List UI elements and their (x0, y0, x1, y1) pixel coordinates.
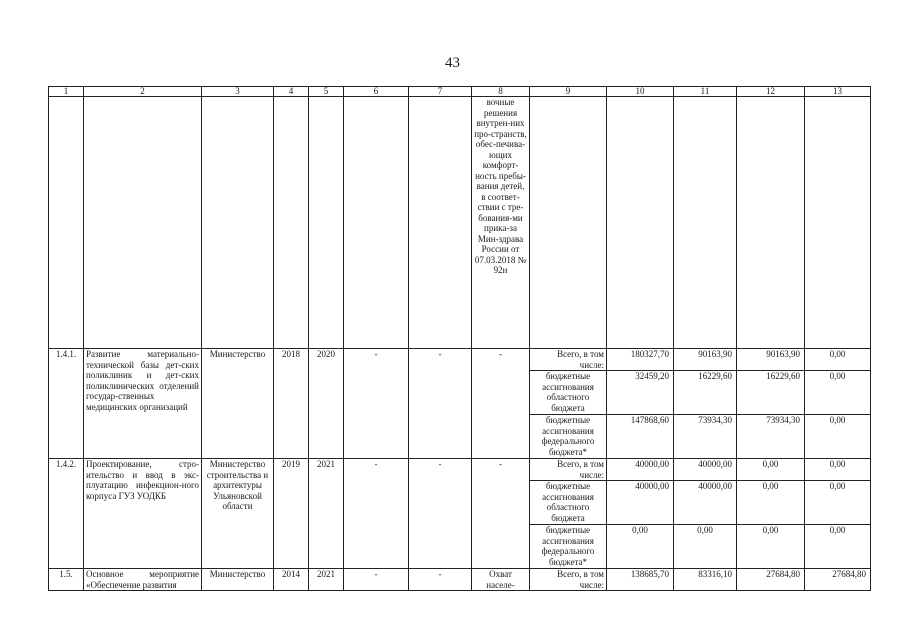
amount-year1: 16229,60 (674, 371, 737, 415)
row-number: 1.4.1. (49, 349, 84, 459)
amount-total: 32459,20 (607, 371, 674, 415)
col6-value: - (344, 569, 409, 591)
col8-value: - (472, 459, 530, 569)
executor: Министерство строительства и архитектуры Ульяновской области (202, 459, 274, 569)
table-row (49, 459, 871, 481)
amount-year2: 16229,60 (737, 371, 805, 415)
col-header: 7 (409, 87, 472, 97)
activity-name: Проектирование, стро-ительство и ввод в экс-плуатацию инфекцион-ного корпуса ГУЗ УОДКБ (84, 459, 202, 569)
col-header: 9 (530, 87, 607, 97)
table-row (49, 349, 871, 371)
col6-value: - (344, 349, 409, 459)
program-table (48, 86, 871, 591)
row-number: 1.5. (49, 569, 84, 591)
funding-source: Всего, в том числе: (530, 459, 607, 481)
col-header: 12 (737, 87, 805, 97)
amount-year1: 73934,30 (674, 415, 737, 459)
row-number: 1.4.2. (49, 459, 84, 569)
amount-year2: 27684,80 (737, 569, 805, 591)
col8-continuation: вочные решения внутрен-них про-странств, обес-печива-ющих комфорт-ность пребы-вания детей, в соответ-ствии с тре-бования-ми прика-за Мин-здрава России от 07.03.2018 № 92н (472, 97, 530, 349)
continuation-row (49, 97, 871, 349)
amount-year1: 0,00 (674, 525, 737, 569)
col-header: 4 (274, 87, 309, 97)
amount-year3: 0,00 (805, 349, 871, 371)
amount-year2: 90163,90 (737, 349, 805, 371)
col-header: 5 (309, 87, 344, 97)
funding-source: бюджетные ассигнования федерального бюджета* (530, 415, 607, 459)
amount-year2: 73934,30 (737, 415, 805, 459)
col7-value: - (409, 459, 472, 569)
col-header: 13 (805, 87, 871, 97)
funding-source: бюджетные ассигнования федерального бюджета* (530, 525, 607, 569)
amount-total: 147868,60 (607, 415, 674, 459)
activity-name: Основное мероприятие «Обеспечение развития (84, 569, 202, 591)
col8-value: Охват населе- (472, 569, 530, 591)
funding-source: бюджетные ассигнования областного бюджета (530, 481, 607, 525)
col7-value: - (409, 569, 472, 591)
amount-year1: 83316,10 (674, 569, 737, 591)
executor: Министерство (202, 349, 274, 459)
amount-year1: 40000,00 (674, 459, 737, 481)
col-header: 6 (344, 87, 409, 97)
page-number: 43 (445, 55, 460, 71)
amount-year3: 0,00 (805, 415, 871, 459)
amount-year2: 0,00 (737, 481, 805, 525)
end-year: 2021 (309, 459, 344, 569)
col-header: 10 (607, 87, 674, 97)
amount-year3: 0,00 (805, 525, 871, 569)
funding-source: бюджетные ассигнования областного бюджета (530, 371, 607, 415)
amount-year2: 0,00 (737, 525, 805, 569)
funding-source: Всего, в том числе: (530, 349, 607, 371)
amount-year3: 0,00 (805, 481, 871, 525)
executor: Министерство (202, 569, 274, 591)
funding-source: Всего, в том числе: (530, 569, 607, 591)
col-header: 11 (674, 87, 737, 97)
amount-total: 40000,00 (607, 459, 674, 481)
table-row (49, 569, 871, 591)
amount-year3: 0,00 (805, 371, 871, 415)
amount-total: 40000,00 (607, 481, 674, 525)
col-header: 8 (472, 87, 530, 97)
activity-name: Развитие материально-технической базы дет-ских поликлиник и дет-ских поликлинических отделений государ-ственных медицинских организаций (84, 349, 202, 459)
amount-total: 0,00 (607, 525, 674, 569)
col-header: 2 (84, 87, 202, 97)
col6-value: - (344, 459, 409, 569)
amount-year1: 90163,90 (674, 349, 737, 371)
amount-year3: 0,00 (805, 459, 871, 481)
end-year: 2021 (309, 569, 344, 591)
col-header: 3 (202, 87, 274, 97)
amount-year3: 27684,80 (805, 569, 871, 591)
col-header: 1 (49, 87, 84, 97)
column-number-row (49, 87, 871, 97)
amount-total: 138685,70 (607, 569, 674, 591)
start-year: 2018 (274, 349, 309, 459)
end-year: 2020 (309, 349, 344, 459)
amount-total: 180327,70 (607, 349, 674, 371)
start-year: 2019 (274, 459, 309, 569)
col8-value: - (472, 349, 530, 459)
col7-value: - (409, 349, 472, 459)
amount-year1: 40000,00 (674, 481, 737, 525)
amount-year2: 0,00 (737, 459, 805, 481)
start-year: 2014 (274, 569, 309, 591)
